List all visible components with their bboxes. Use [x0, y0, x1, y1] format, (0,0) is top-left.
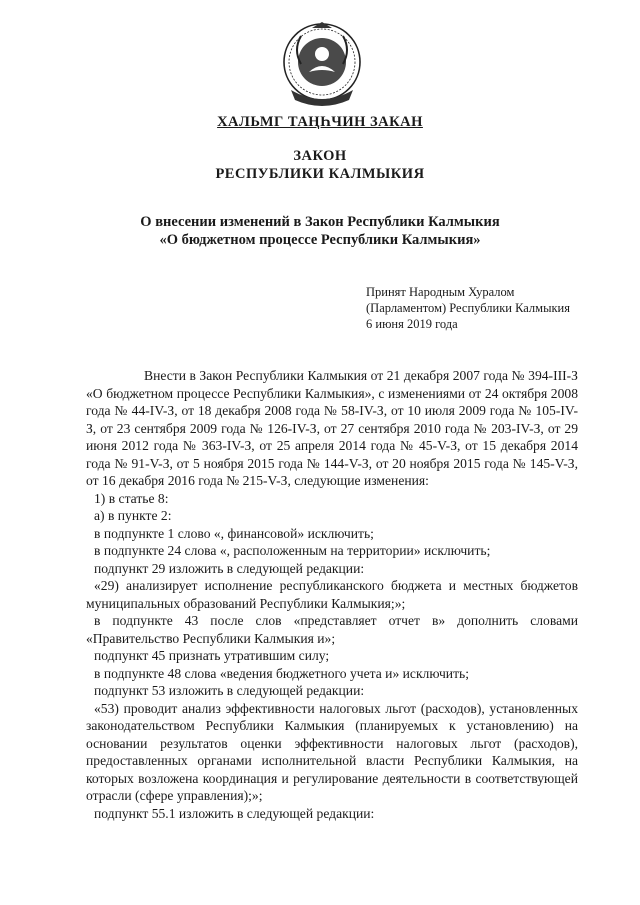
paragraph-subitem-48: в подпункте 48 слова «ведения бюджетного учета и» исключить; — [94, 665, 470, 681]
kalmykia-emblem-icon — [279, 20, 365, 112]
paragraph-article: 1) в статье 8: — [94, 490, 169, 506]
paragraph-subitem-29: подпункт 29 изложить в следующей редакции: — [94, 560, 365, 576]
law-title — [0, 147, 640, 183]
paragraph-intro: Внести в Закон Республики Калмыкия от 21 декабря 2007 года № 394-III-З «О бюджетном процессе Республики Калмыкия», с изменениями от 24 октября 2008 года № 44-IV-З, от 18 декабря 2008 года № 58-IV-З, от 10 июля 2009 года № 105-IV-З, от 23 сентября 2009 года № 126-IV-З, от 27 сентября 2010 года № 203-IV-З, от 29 июня 2012 года № 363-IV-З, от 25 апреля 2014 года № 45-V-З, от 15 декабря 2014 года № 91-V-З, от 5 ноября 2015 года № 144-V-З, от 20 ноября 2015 года № 145-V-З, от 16 декабря 2016 года № 215-V-З, следующие изменения: — [86, 368, 578, 488]
adoption-line2: (Парламентом) Республики Калмыкия — [366, 301, 570, 315]
adoption-date: 6 июня 2019 года — [366, 317, 458, 331]
paragraph-subitem-55-1: подпункт 55.1 изложить в следующей редакции: — [94, 805, 375, 821]
paragraph-subitem-1: в подпункте 1 слово «, финансовой» исключить; — [94, 525, 374, 541]
subject-line2: «О бюджетном процессе Республики Калмыкия» — [159, 232, 481, 248]
adoption-note — [366, 284, 570, 332]
law-subject — [0, 213, 640, 249]
kalmyk-title: ХАЛЬМГ ТАҢҺЧИН ЗАКАН — [217, 114, 423, 130]
subject-line1: О внесении изменений в Закон Республики Калмыкия — [140, 214, 500, 230]
paragraph-quote-53: «53) проводит анализ эффективности налоговых льгот (расходов), установленных законодательством Республики Калмыкия (планируемых к установлению) на основании результатов оценки эффективности налоговых льгот (расходов), предоставленных органами исполнительной власти Республики Калмыкия, на которых возложена координация и регулирование деятельности в соответствующей отрасли (сфере управления);»; — [86, 700, 578, 803]
paragraph-subitem-53: подпункт 53 изложить в следующей редакции: — [94, 683, 365, 698]
paragraph-quote-29: «29) анализирует исполнение республиканского бюджета и местных бюджетов муниципальных образований Республики Калмыкия;»; — [86, 578, 578, 611]
paragraph-subitem-24: в подпункте 24 слова «, расположенным на территории» исключить; — [94, 543, 491, 558]
law-body — [86, 367, 578, 822]
paragraph-item: а) в пункте 2: — [94, 508, 172, 523]
law-title-line2: РЕСПУБЛИКИ КАЛМЫКИЯ — [215, 166, 425, 182]
law-title-line1: ЗАКОН — [293, 148, 347, 164]
paragraph-subitem-43: в подпункте 43 после слов «представляет отчет в» дополнить словами «Правительство Республики Калмыкия и»; — [86, 613, 578, 646]
paragraph-subitem-45: подпункт 45 признать утратившим силу; — [94, 648, 330, 663]
adoption-line1: Принят Народным Хуралом — [366, 285, 515, 299]
